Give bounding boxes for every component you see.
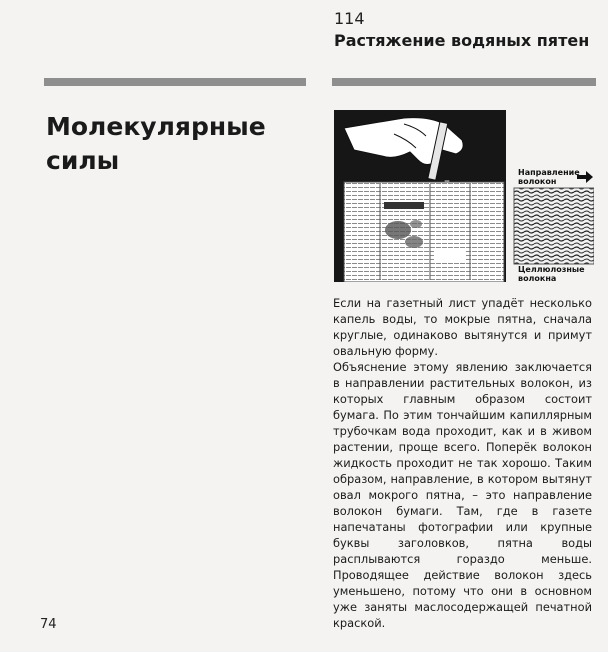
experiment-number: 114	[334, 9, 365, 28]
left-divider-bar	[44, 78, 306, 86]
paragraph-2: Объяснение этому явлению заключается в направлении растительных волокон, из которых главным образом состоит бумага. По этим тончайшим капиллярным трубочкам вода проходит, как и в живом растении, проще всего. Поперёк волокон жидкость проходит не так хорошо. Таким образом, направление, в котором вытянут овал мокрого пятна, – это направление волокон бумаги. Там, где в газете напечатаны фотографии или крупные буквы заголовков, пятна воды расплываются гораздо меньше. Проводящее действие волокон здесь уменьшено, потому что они в основном уже заняты маслосодержащей печатной краской.	[333, 360, 592, 630]
experiment-title: Растяжение водяных пятен	[334, 31, 590, 50]
body-text	[333, 295, 592, 631]
arrow-right-icon	[577, 171, 593, 183]
newspaper	[344, 182, 504, 282]
fibers-label: Целлюлозные волокна	[518, 265, 585, 283]
page-folio: 74	[40, 617, 57, 632]
illustration-drawing	[334, 110, 594, 282]
chapter-title: Молекулярные силы	[46, 112, 266, 175]
fiber-texture	[514, 188, 594, 264]
direction-label: Направление волокон	[518, 168, 580, 186]
illustration	[334, 110, 594, 282]
paragraph-1: Если на газетный лист упадёт несколько капель воды, то мокрые пятна, сначала круглые, одинаково вытянутся и примут овальную форму.	[333, 296, 592, 358]
right-divider-bar	[332, 78, 596, 86]
